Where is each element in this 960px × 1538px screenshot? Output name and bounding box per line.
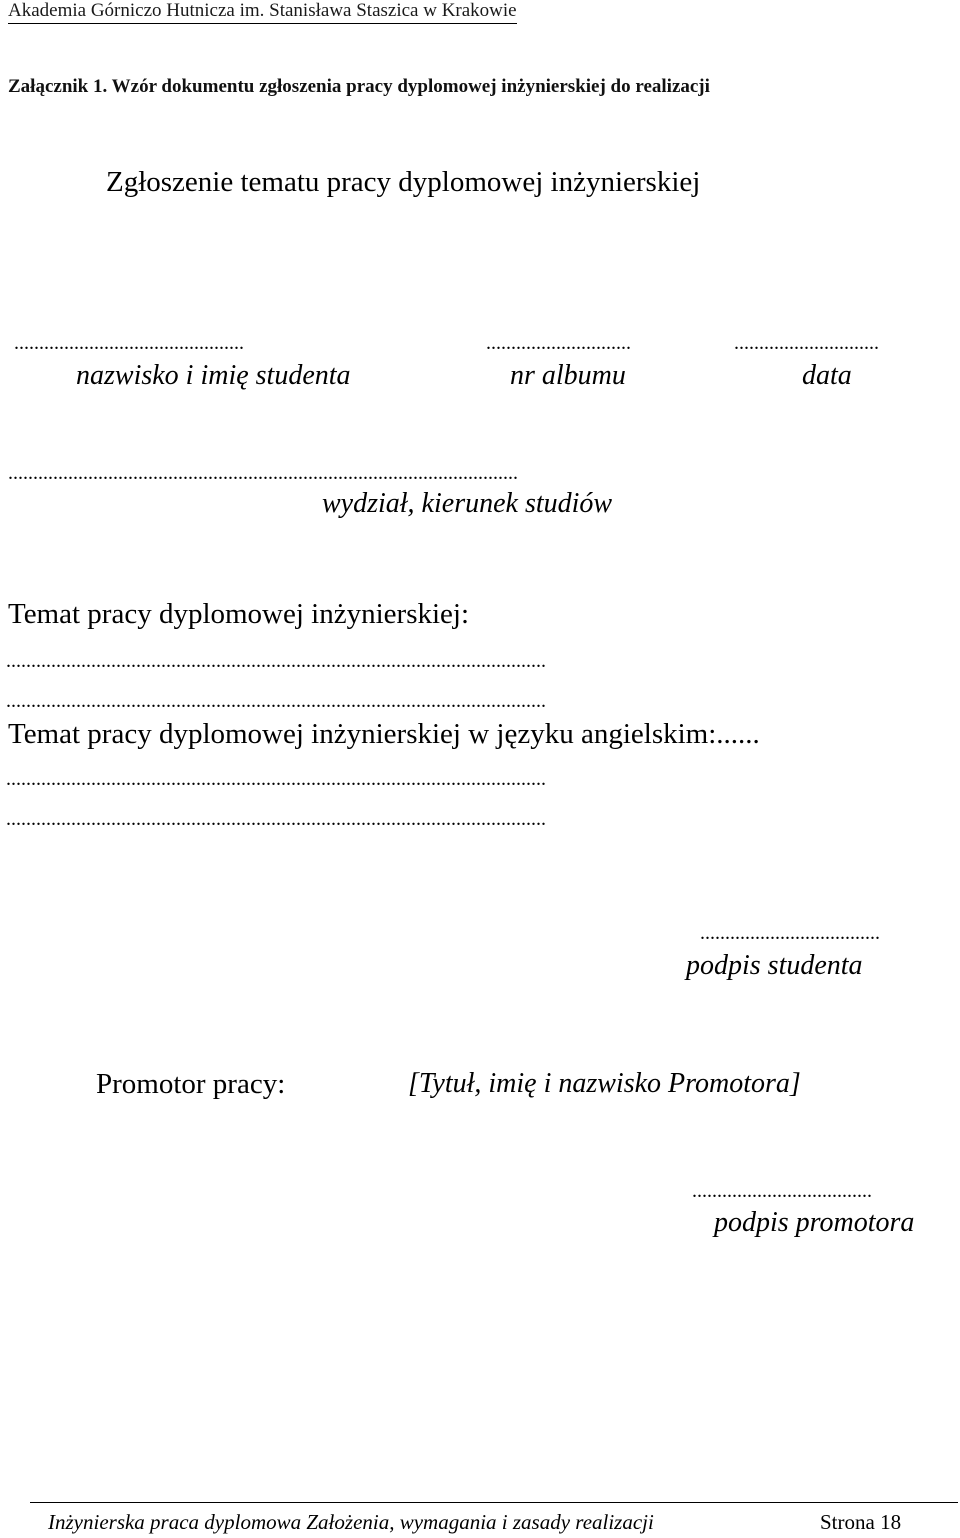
topic-english-line-2[interactable]: ............................................................................................................ — [6, 808, 546, 830]
footer-title: Inżynierska praca dyplomowa Założenia, wymagania i zasady realizacji — [48, 1510, 654, 1534]
supervisor-signature-field[interactable]: .................................... — [692, 1180, 872, 1202]
student-name-label: nazwisko i imię studenta — [76, 360, 351, 391]
topic-line-2[interactable]: ............................................................................................................ — [6, 690, 546, 712]
supervisor-label: Promotor pracy: — [96, 1068, 286, 1100]
topic-line-1[interactable]: ............................................................................................................ — [6, 650, 546, 672]
page-number: Strona 18 — [820, 1510, 902, 1534]
supervisor-value: [Tytuł, imię i nazwisko Promotora] — [408, 1068, 801, 1099]
student-signature-field[interactable]: .................................... — [700, 922, 880, 944]
topic-english-label: Temat pracy dyplomowej inżynierskiej w języku angielskim:...... — [8, 718, 760, 750]
student-name-field[interactable]: .............................................. — [14, 332, 244, 354]
album-number-field[interactable]: ............................. — [486, 332, 631, 354]
topic-label: Temat pracy dyplomowej inżynierskiej: — [8, 598, 470, 630]
university-header: Akademia Górniczo Hutnicza im. Stanisława Staszica w Krakowie — [8, 0, 517, 24]
annex-title: Załącznik 1. Wzór dokumentu zgłoszenia pracy dyplomowej inżynierskiej do realizacji — [8, 76, 710, 97]
faculty-field[interactable]: ...................................................................................................... — [8, 462, 518, 484]
faculty-label: wydział, kierunek studiów — [322, 488, 613, 519]
date-field[interactable]: ............................. — [734, 332, 879, 354]
date-label: data — [802, 360, 852, 391]
form-title: Zgłoszenie tematu pracy dyplomowej inżynierskiej — [106, 166, 701, 198]
album-number-label: nr albumu — [510, 360, 626, 391]
supervisor-signature-label: podpis promotora — [714, 1207, 915, 1238]
footer-divider — [30, 1502, 958, 1503]
topic-english-line-1[interactable]: ............................................................................................................ — [6, 768, 546, 790]
student-signature-label: podpis studenta — [686, 950, 863, 981]
